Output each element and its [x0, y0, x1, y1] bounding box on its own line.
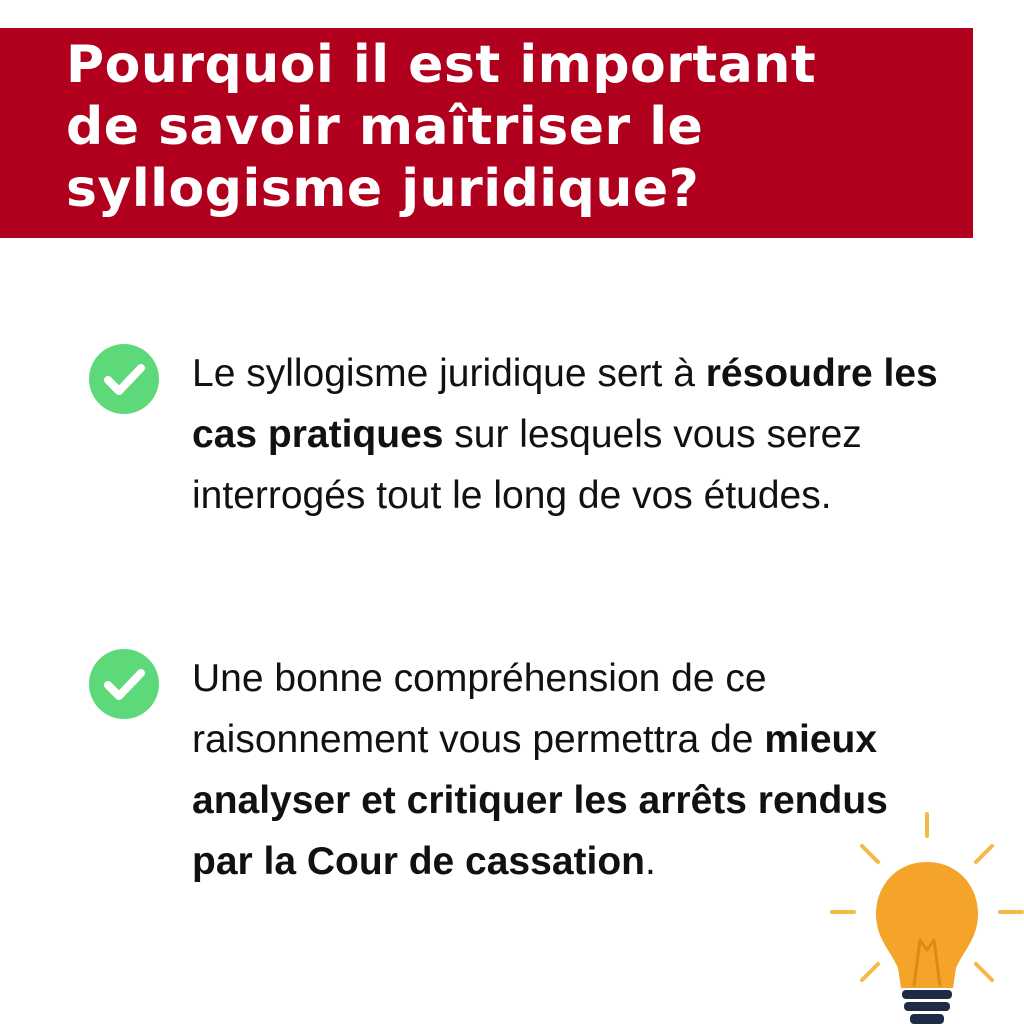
- page-title: [66, 34, 966, 220]
- bullet-1-text-a: Le syllogisme juridique sert à: [192, 352, 706, 395]
- bullet-2-text-c: .: [644, 840, 656, 883]
- check-circle-icon: [88, 343, 160, 415]
- bullet-1-text-bold: résoudre les cas pratiques: [192, 352, 938, 456]
- bullet-1-text-c: sur lesquels vous serez interrogés tout le long de vos études.: [192, 413, 862, 517]
- bullet-2-text-a: Une bonne compréhension de ce raisonnement vous permettra de: [192, 657, 767, 761]
- lightbulb-icon: [826, 810, 1024, 1024]
- bullet-text-1: [192, 343, 952, 526]
- title-line-1: Pourquoi il est important: [66, 35, 817, 95]
- check-circle-icon: [88, 648, 160, 720]
- title-line-3: syllogisme juridique?: [66, 159, 700, 219]
- bullet-2-text-bold: mieux analyser et critiquer les arrêts rendus par la Cour de cassation: [192, 718, 888, 883]
- title-line-2: de savoir maîtriser le: [66, 97, 704, 157]
